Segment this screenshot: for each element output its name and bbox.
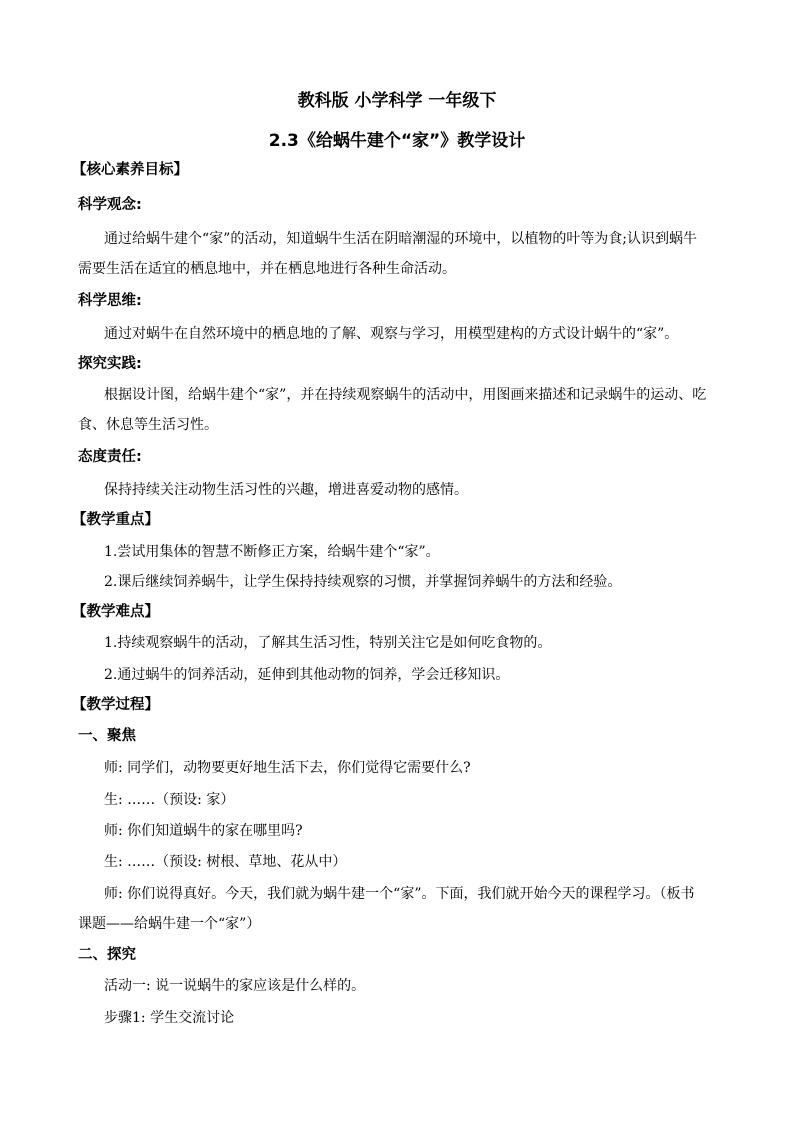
difficulty-item-2: 2.通过蜗牛的饲养活动，延伸到其他动物的饲养，学会迁移知识。 <box>104 667 510 683</box>
process-heading: 【教学过程】 <box>72 697 159 713</box>
dialogue-line-1: 师: 同学们，动物要更好地生活下去，你们觉得它需要什么? <box>104 760 471 776</box>
difficulties-heading: 【教学难点】 <box>72 604 159 620</box>
attitude-text-line-1: 保持持续关注动物生活习性的兴趣，增进喜爱动物的感情。 <box>104 482 468 498</box>
section-focus-heading: 一、聚焦 <box>78 728 136 744</box>
section-explore-heading: 二、探究 <box>78 947 136 963</box>
thinking-heading: 科学思维: <box>78 293 142 309</box>
key-points-heading: 【教学重点】 <box>72 512 159 528</box>
core-goals-heading: 【核心素养目标】 <box>72 162 188 178</box>
dialogue-line-5: 师: 你们说得真好。今天，我们就为蜗牛建一个“家”。下面，我们就开始今天的课程学习。（板书 <box>104 886 695 902</box>
concept-heading: 科学观念: <box>78 197 142 213</box>
concept-text-line-1: 通过给蜗牛建个“家”的活动，知道蜗牛生活在阴暗潮湿的环境中，以植物的叶等为食;认识到蜗牛 <box>104 231 698 247</box>
activity-1-text: 活动一: 说一说蜗牛的家应该是什么样的。 <box>104 978 366 994</box>
dialogue-line-3: 师: 你们知道蜗牛的家在哪里吗? <box>104 823 303 839</box>
lesson-title: 2.3《给蜗牛建个“家”》教学设计 <box>268 131 526 151</box>
document-title: 教科版 小学科学 一年级下 <box>297 91 497 111</box>
key-point-item-1: 1.尝试用集体的智慧不断修正方案，给蜗牛建个“家”。 <box>104 544 440 560</box>
thinking-text-line-1: 通过对蜗牛在自然环境中的栖息地的了解、观察与学习，用模型建构的方式设计蜗牛的“家”。 <box>104 326 679 342</box>
dialogue-line-5-continued: 课题——给蜗牛建一个“家”） <box>78 916 261 932</box>
practice-heading: 探究实践: <box>78 356 142 372</box>
concept-text-line-2: 需要生活在适宜的栖息地中，并在栖息地进行各种生命活动。 <box>78 261 456 277</box>
step-1-text: 步骤1: 学生交流讨论 <box>104 1010 235 1026</box>
attitude-heading: 态度责任: <box>78 449 142 465</box>
difficulty-item-1: 1.持续观察蜗牛的活动，了解其生活习性，特别关注它是如何吃食物的。 <box>104 635 552 651</box>
dialogue-line-2: 生: ……（预设: 家） <box>104 792 235 808</box>
practice-text-line-2: 食、休息等生活习性。 <box>78 417 218 433</box>
dialogue-line-4: 生: ……（预设: 树根、草地、花从中） <box>104 854 347 870</box>
practice-text-line-1: 根据设计图，给蜗牛建个“家”，并在持续观察蜗牛的活动中，用图画来描述和记录蜗牛的运动、吃 <box>104 387 707 403</box>
key-point-item-2: 2.课后继续饲养蜗牛，让学生保持持续观察的习惯，并掌握饲养蜗牛的方法和经验。 <box>104 574 622 590</box>
